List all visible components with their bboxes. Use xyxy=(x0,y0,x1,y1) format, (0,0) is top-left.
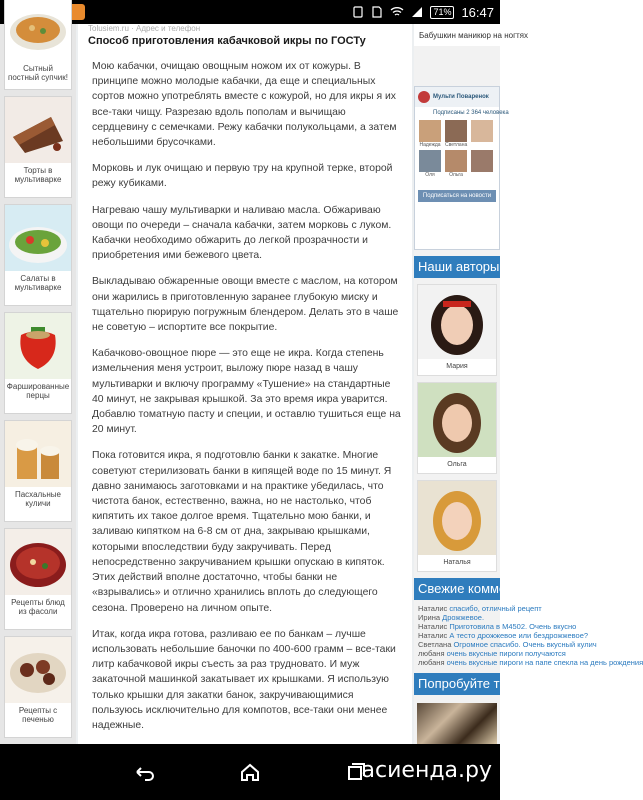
breadcrumb[interactable]: Tolusiem.ru · Адрес и телефон xyxy=(88,24,201,33)
comment-link[interactable]: очень вкусные пироги на папе спекла на день рождения xyxy=(446,658,643,667)
comment-user: любаня xyxy=(418,649,445,658)
salad-thumbnail xyxy=(5,205,71,271)
article-body xyxy=(78,49,412,759)
author-name: Наталья xyxy=(443,559,471,566)
comment-link[interactable]: Приготовила в М4502. Очень вкусно xyxy=(449,622,577,631)
beans-thumbnail xyxy=(5,529,71,595)
vk-member[interactable] xyxy=(419,150,441,178)
battery-indicator: 71% xyxy=(430,6,454,19)
comment-item[interactable] xyxy=(418,622,577,631)
article-paragraph: Морковь и лук очищаю и первую тру на крупной терке, второй режу кубиками. xyxy=(92,163,393,190)
author-card[interactable] xyxy=(417,284,497,376)
system-nav-bar xyxy=(0,744,500,800)
article-paragraph: Мою кабачки, очищаю овощным ножом их от кожуры. В принципе можно молодые кабачки, да еще и специальных сортов можно употреблять вместе с кожурой, но для икры я их все-таки чищу. Разрезаю вдоль пополам и вычищаю сердцевину с семечками. Режу кабачки полукольцами, а затем небольшими брусочками. xyxy=(92,61,397,149)
sidebar-item-label: Сытный постный супчик! xyxy=(8,64,68,82)
avatar xyxy=(471,120,493,142)
comment-user: Светлана xyxy=(418,640,452,649)
vk-header[interactable] xyxy=(415,87,499,107)
peppers-thumbnail xyxy=(5,313,71,379)
comment-link[interactable]: Огромное спасибо. Очень вкусный кулич xyxy=(453,640,597,649)
ad-text: Бабушкин маникюр на ногтях xyxy=(419,30,529,40)
vk-member[interactable] xyxy=(419,120,441,148)
sidebar-item-beans[interactable] xyxy=(4,528,72,630)
authors-heading: Наши авторы xyxy=(414,256,500,278)
article-content xyxy=(78,24,412,744)
vk-subscribers-count: Подписаны 2 364 человека xyxy=(433,110,509,116)
vk-member[interactable] xyxy=(471,150,493,178)
status-bar xyxy=(0,0,500,24)
article-paragraph: Кабачково-овощное пюре — это еще не икра. Когда степень измельчения меня устроит, выложу пюре назад в чашу мультиварки и включу программу «Тушение» на стандартные 40 минут, не закрывая крышкой. За это время икра уварится. Добавлю томатную пасту и специи, и оставлю тушиться еще на 20 минут. xyxy=(92,348,401,436)
vk-member-name: Надежда xyxy=(419,142,441,148)
sidebar-item-soup[interactable] xyxy=(4,0,72,90)
vk-member-name: Оля xyxy=(425,172,435,178)
sidebar-item-label: Рецепты с печенью xyxy=(18,706,58,724)
author-photo xyxy=(418,383,496,457)
comment-link[interactable]: Дрожжевое. xyxy=(442,613,485,622)
vk-member-name: Светлана xyxy=(445,142,468,148)
comment-item[interactable] xyxy=(418,649,566,658)
kulich-thumbnail xyxy=(5,421,71,487)
sidebar-item-easter-cakes[interactable] xyxy=(4,420,72,522)
avatar xyxy=(471,150,493,172)
article-paragraph: Пока готовится икра, я подготовлю банки к закатке. Многие советуют стерилизовать банки в кипящей воде по 15 минут. Я давно занимаюсь заготовками и на практике убедилась, что чистота банок, естественно, важна, но не настолько, чтоб кипятить их такое долгое время. Тщательно мою банки, и заливаю кипятком на 6-8 см от дна, закрываю крышками, которыми впоследствии буду закручивать. Перед непосредственно закручиванием крышки опускаю в кипяток. Этих действий вполне достаточно, чтобы банки не «взрывались» и отлично хранились вплоть до следующего сезона. Проверено на личном опыте. xyxy=(92,450,392,614)
avatar xyxy=(419,120,441,142)
avatar xyxy=(419,150,441,172)
sim-icon xyxy=(371,6,383,18)
sidebar-item-label: Фаршированные перцы xyxy=(6,382,70,400)
article-paragraph: Нагреваю чашу мультиварки и наливаю масла. Обжариваю овощи по очереди – сначала кабачки, затем морковь с луком. Кабачки необходимо обжарить до легкой прозрачности и приобретения ими бежевого цвета. xyxy=(92,204,392,262)
vk-members-grid xyxy=(415,118,499,180)
partners-heading: Попробуйте также xyxy=(414,673,500,695)
vk-group-widget xyxy=(414,86,509,250)
sidebar-item-salads[interactable] xyxy=(4,204,72,306)
wifi-icon xyxy=(390,6,404,18)
comments-heading: Свежие комментарии xyxy=(414,578,500,600)
article-paragraph: Итак, когда икра готова, разливаю ее по банкам – лучше использовать небольшие баночки по 400-600 грамм – все-таки литр кабачковой икры съесть за раз трудновато. И муж закаточной машинкой закатывает их крышками. Я использую только крышки для закатки банок, закручивающимися пользуюсь исключительно для компотов, все-таки они менее надежные. xyxy=(92,628,396,731)
comment-item[interactable] xyxy=(418,658,643,667)
ad-banner[interactable] xyxy=(414,24,529,46)
author-photo xyxy=(418,285,496,359)
comment-user: Наталис xyxy=(418,622,448,631)
comment-link[interactable]: спасибо, отличный рецепт xyxy=(449,604,542,613)
vk-member-name: Ольга xyxy=(449,172,463,178)
vk-member[interactable] xyxy=(445,150,467,178)
comments-list xyxy=(414,600,643,667)
group-logo-icon xyxy=(418,91,430,103)
comment-user: Наталис xyxy=(418,604,448,613)
comment-link[interactable]: очень вкусные пироги получаются xyxy=(446,649,566,658)
article-paragraph: Выкладываю обжаренные овощи вместе с маслом, на котором они жарились в приготовленную заранее глубокую миску и тщательно пюрирую погружным блендером. Делать это в чаше не советую – испортите все покрытие. xyxy=(92,276,399,334)
cake-thumbnail xyxy=(5,97,71,163)
liver-thumbnail xyxy=(5,637,71,703)
sidebar-related-recipes xyxy=(0,24,76,744)
sidebar-item-label: Торты в мультиварке xyxy=(14,166,62,184)
comment-item[interactable] xyxy=(418,604,542,613)
sidebar-item-liver[interactable] xyxy=(4,636,72,738)
vk-subscribe-button[interactable]: Подписаться на новости xyxy=(418,190,496,202)
comment-user: любаня xyxy=(418,658,445,667)
screen-rotation-icon xyxy=(352,6,364,18)
sidebar-item-label: Пасхальные куличи xyxy=(14,490,61,508)
avatar xyxy=(445,150,467,172)
vk-group-name: Мульти Поваренок xyxy=(433,94,489,100)
vk-member[interactable] xyxy=(471,120,493,148)
author-card[interactable] xyxy=(417,480,497,572)
sidebar-item-cakes[interactable] xyxy=(4,96,72,198)
watermark: асиенда.ру xyxy=(361,758,492,783)
author-name: Мария xyxy=(446,363,468,370)
clock: 16:47 xyxy=(461,4,494,20)
home-icon[interactable] xyxy=(238,760,262,784)
avatar xyxy=(445,120,467,142)
comment-item[interactable] xyxy=(418,631,589,640)
vk-member[interactable] xyxy=(445,120,467,148)
signal-icon xyxy=(411,6,423,18)
comment-user: Ирина xyxy=(418,613,441,622)
author-name: Ольга xyxy=(447,461,467,468)
soup-thumbnail xyxy=(5,0,71,61)
sidebar-item-label: Салаты в мультиварке xyxy=(14,274,62,292)
back-icon[interactable] xyxy=(132,760,156,784)
comment-user: Наталис xyxy=(418,631,448,640)
author-card[interactable] xyxy=(417,382,497,474)
sidebar-item-stuffed-peppers[interactable] xyxy=(4,312,72,414)
right-sidebar xyxy=(414,24,643,744)
comment-link[interactable]: А тесто дрожжевое или бездрожжевое? xyxy=(449,631,589,640)
author-photo xyxy=(418,481,496,555)
comment-item[interactable] xyxy=(418,613,497,622)
comment-item[interactable] xyxy=(418,640,597,649)
article-title: Способ приготовления кабачковой икры по ГОСТу xyxy=(88,35,366,47)
sidebar-item-label: Рецепты блюд из фасоли xyxy=(11,598,65,616)
